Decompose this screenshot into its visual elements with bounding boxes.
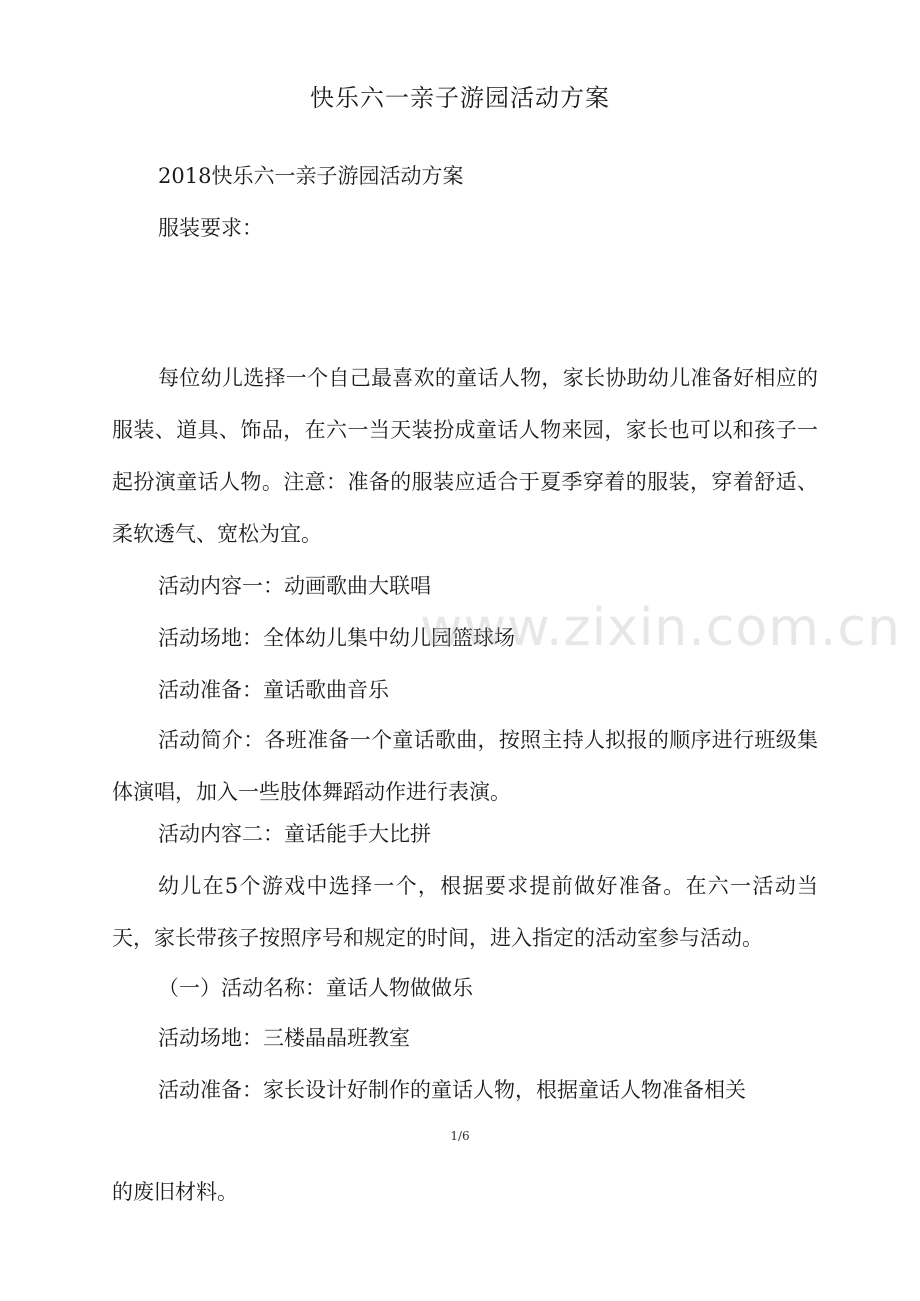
paragraph-prep-two: 活动准备：家长设计好制作的童话人物，根据童话人物准备相关 bbox=[158, 1078, 746, 1102]
paragraph-intro-one: 活动简介：各班准备一个童话歌曲，按照主持人拟报的顺序进行班级集体演唱，加入一些肢体舞蹈动作进行表演。 bbox=[112, 728, 818, 804]
paragraph-activity-one: 活动内容一：动画歌曲大联唱 bbox=[158, 574, 431, 598]
paragraph-venue-two: 活动场地：三楼晶晶班教室 bbox=[158, 1026, 410, 1050]
paragraph-clothing-body: 每位幼儿选择一个自己最喜欢的童话人物，家长协助幼儿准备好相应的服装、道具、饰品，在六一当天装扮成童话人物来园，家长也可以和孩子一起扮演童话人物。注意：准备的服装应适合于夏季穿着的服装，穿着舒适、柔软透气、宽松为宜。 bbox=[112, 366, 818, 546]
paragraph-activity-two-body: 幼儿在5个游戏中选择一个，根据要求提前做好准备。在六一活动当天，家长带孩子按照序号和规定的时间，进入指定的活动室参与活动。 bbox=[112, 874, 818, 950]
document-title: 快乐六一亲子游园活动方案 bbox=[310, 84, 610, 112]
paragraph-continuation: 的废旧材料。 bbox=[112, 1180, 238, 1204]
paragraph-venue-one: 活动场地：全体幼儿集中幼儿园篮球场 bbox=[158, 626, 515, 650]
paragraph-subtitle: 2018快乐六一亲子游园活动方案 bbox=[158, 164, 464, 188]
paragraph-activity-two: 活动内容二：童话能手大比拼 bbox=[158, 822, 431, 846]
paragraph-clothing-heading: 服装要求： bbox=[158, 216, 263, 240]
watermark-text: www.zixin.com.cn bbox=[420, 598, 901, 658]
paragraph-prep-one: 活动准备：童话歌曲音乐 bbox=[158, 678, 389, 702]
paragraph-subactivity-name: （一）活动名称：童话人物做做乐 bbox=[158, 976, 473, 1000]
page-number: 1/6 bbox=[450, 1129, 470, 1143]
